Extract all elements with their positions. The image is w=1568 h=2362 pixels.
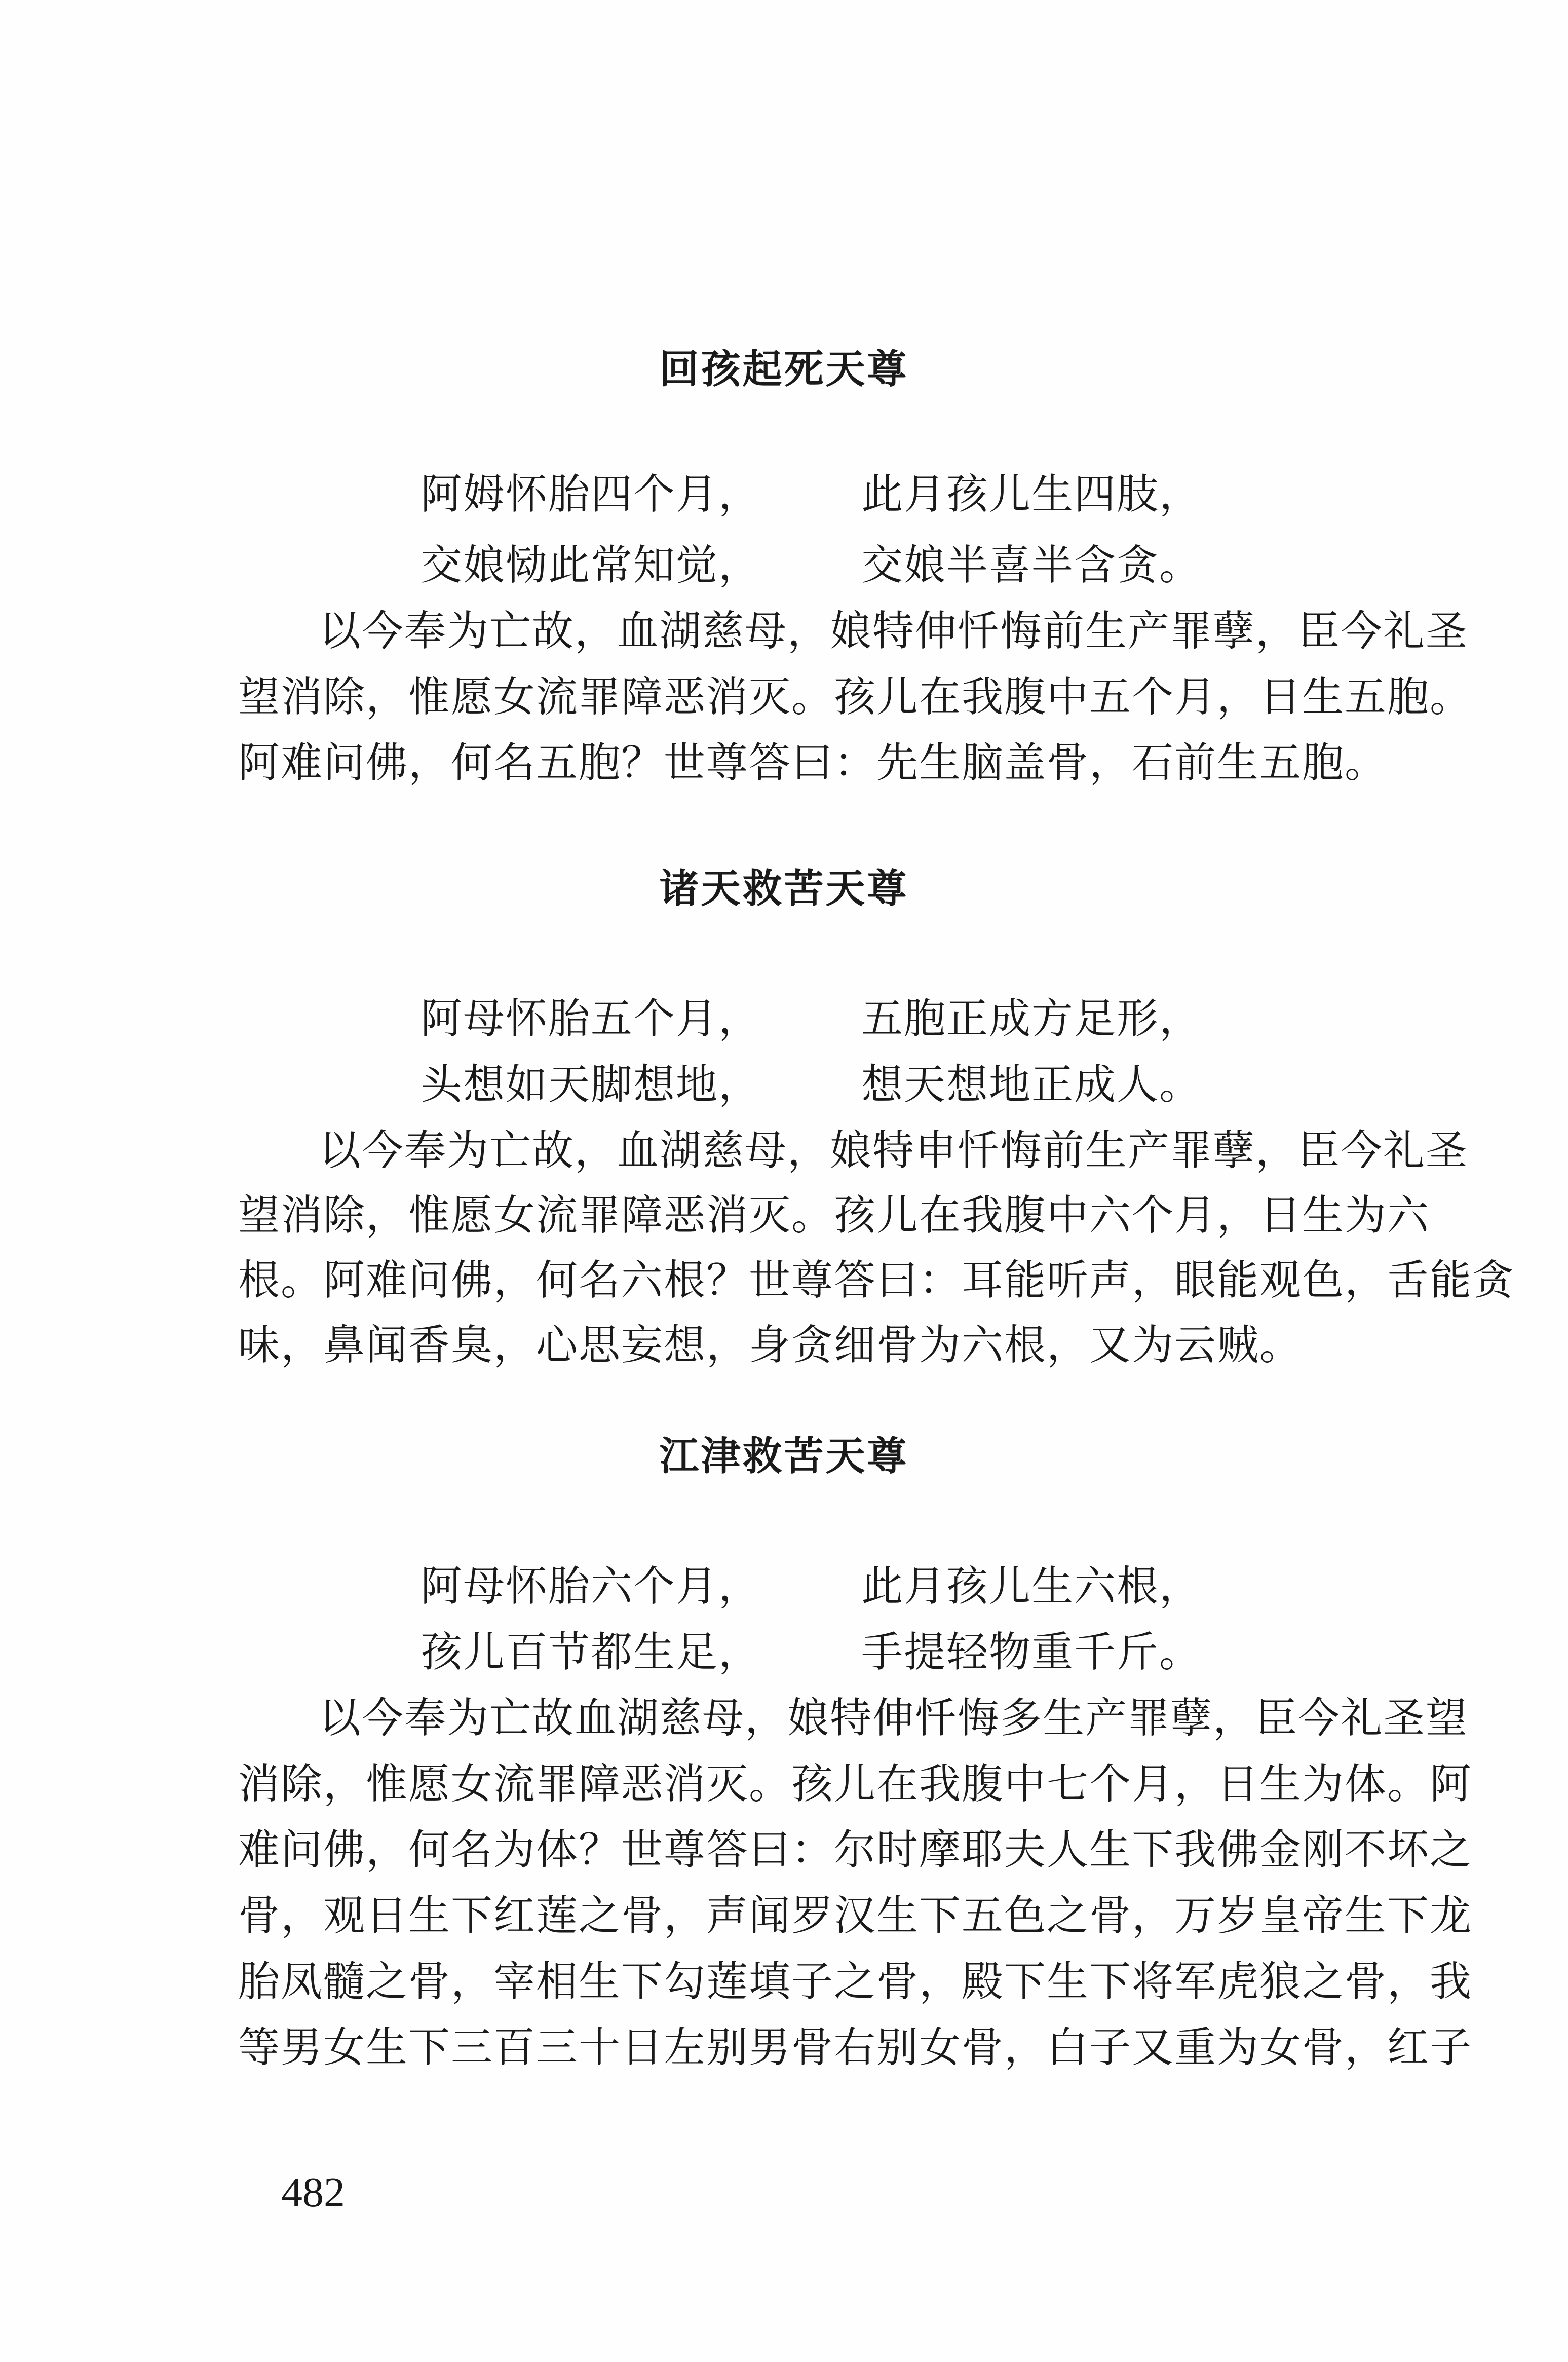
section-heading-3: 江津救苦天尊	[659, 1434, 909, 1479]
paragraph-line: 阿难问佛，何名五胞？世尊答曰：先生脑盖骨，石前生五胞。	[238, 739, 1388, 787]
verse-3-2-right: 手提轻物重千斤。	[861, 1628, 1202, 1676]
verse-1-1-left: 阿姆怀胎四个月，	[420, 470, 761, 518]
verse-3-1-left: 阿母怀胎六个月，	[420, 1562, 761, 1610]
paragraph-line: 以今奉为亡故，血湖慈母，娘特伸忏悔前生产罪孽，臣今礼圣	[319, 607, 1469, 655]
verse-1-2-right: 交娘半喜半含贪。	[861, 541, 1202, 589]
verse-2-1-left: 阿母怀胎五个月，	[420, 995, 761, 1043]
paragraph-line: 味，鼻闻香臭，心思妄想，身贪细骨为六根，又为云贼。	[238, 1321, 1303, 1369]
paragraph-line: 以今奉为亡故，血湖慈母，娘特申忏悔前生产罪孽，臣今礼圣	[319, 1127, 1469, 1175]
verse-3-2-left: 孩儿百节都生足，	[420, 1628, 761, 1676]
verse-1-2-left: 交娘恸此常知觉，	[420, 541, 761, 589]
paragraph-line: 消除，惟愿女流罪障恶消灭。孩儿在我腹中七个月，日生为体。阿	[238, 1760, 1473, 1808]
verse-2-2-right: 想天想地正成人。	[861, 1061, 1202, 1109]
paragraph-line: 望消除，惟愿女流罪障恶消灭。孩儿在我腹中六个月，日生为六	[238, 1191, 1430, 1240]
page-number: 482	[281, 2169, 345, 2216]
verse-1-1-right: 此月孩儿生四肢，	[861, 470, 1202, 518]
paragraph-line: 骨，观日生下红莲之骨，声闻罗汉生下五色之骨，万岁皇帝生下龙	[238, 1892, 1473, 1940]
paragraph-line: 等男女生下三百三十日左别男骨右别女骨，白子又重为女骨，红子	[238, 2023, 1473, 2072]
paragraph-line: 难问佛，何名为体？世尊答曰：尔时摩耶夫人生下我佛金刚不坏之	[238, 1826, 1473, 1874]
paragraph-line: 望消除，惟愿女流罪障恶消灭。孩儿在我腹中五个月，日生五胞。	[238, 673, 1473, 721]
paragraph-line: 胎凤髓之骨，宰相生下勾莲填子之骨，殿下生下将军虎狼之骨，我	[238, 1958, 1473, 2006]
verse-2-1-right: 五胞正成方足形，	[861, 995, 1202, 1043]
paragraph-line: 根。阿难问佛，何名六根？世尊答曰：耳能听声，眼能观色，舌能贪	[238, 1256, 1515, 1304]
section-heading-2: 诸天救苦天尊	[659, 866, 909, 912]
verse-3-1-right: 此月孩儿生六根，	[861, 1562, 1202, 1610]
paragraph-line: 以今奉为亡故血湖慈母，娘特伸忏悔多生产罪孽，臣今礼圣望	[319, 1694, 1469, 1742]
section-heading-1: 回孩起死天尊	[659, 347, 909, 392]
verse-2-2-left: 头想如天脚想地，	[420, 1061, 761, 1109]
